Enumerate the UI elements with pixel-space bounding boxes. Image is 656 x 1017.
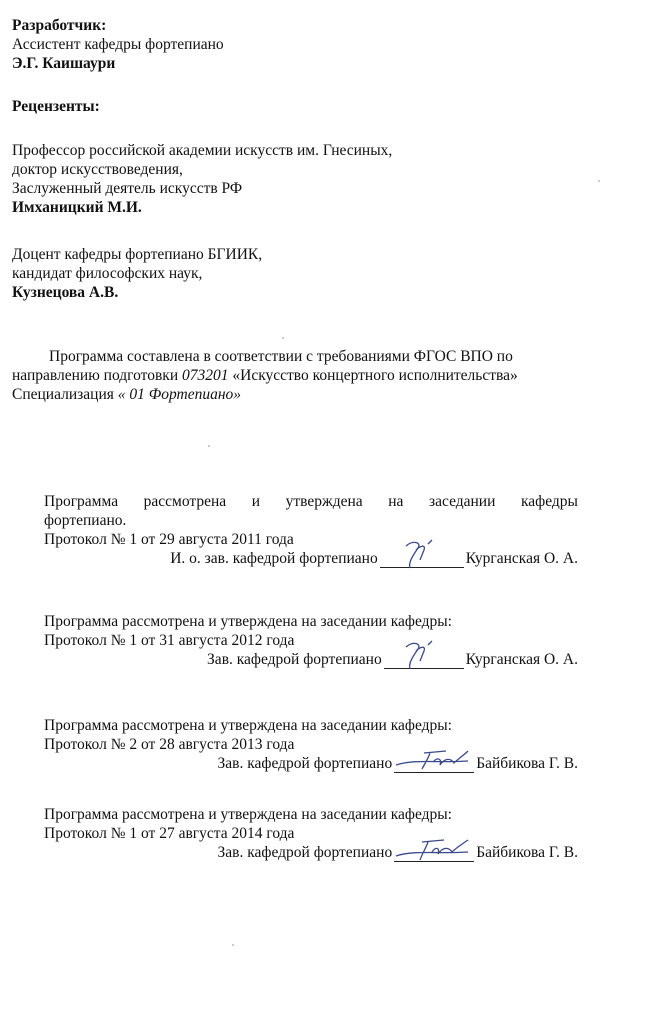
scan-speck <box>598 180 600 182</box>
reviewer-1-line-3: Заслуженный деятель искусств РФ <box>12 180 243 197</box>
approval-1-word: на <box>388 493 404 510</box>
approval-1-role: И. о. зав. кафедрой фортепиано <box>170 550 378 567</box>
approval-1-protocol: Протокол № 1 от 29 августа 2011 года <box>44 531 294 548</box>
approval-1-word: Программа <box>44 493 119 510</box>
developer-name: Э.Г. Каишаури <box>12 55 116 72</box>
approval-block-1 <box>44 492 578 568</box>
approval-1-word: и <box>251 493 261 510</box>
program-line-3 <box>12 385 518 404</box>
approval-3-protocol: Протокол № 2 от 28 августа 2013 года <box>44 736 295 753</box>
reviewer-2-line-2: кандидат философских наук, <box>12 265 203 282</box>
approval-1-word: рассмотрена <box>143 493 227 510</box>
reviewer-2-block <box>12 245 262 302</box>
approval-4-protocol: Протокол № 1 от 27 августа 2014 года <box>44 825 295 842</box>
reviewer-2-name: Кузнецова А.В. <box>12 284 119 301</box>
signature-kurganskaya <box>380 549 464 568</box>
program-direction-title: «Искусство концертного исполнительства» <box>228 367 518 384</box>
approval-1-word: кафедры <box>520 493 578 510</box>
approval-4-signature-line <box>44 843 578 862</box>
reviewer-1-name: Имханицкий М.И. <box>12 199 142 216</box>
approval-3-signature-line <box>44 754 578 773</box>
approval-1-signature-line <box>44 549 578 568</box>
approval-3-person: Байбикова Г. В. <box>476 755 578 772</box>
signature-baibikova <box>394 754 474 773</box>
approval-1-person: Курганская О. А. <box>465 550 578 567</box>
developer-block <box>12 16 224 73</box>
approval-block-3 <box>44 716 578 773</box>
scan-speck <box>282 337 284 339</box>
program-statement <box>12 347 518 404</box>
approval-4-role: Зав. кафедрой фортепиано <box>217 844 393 861</box>
signature-baibikova <box>394 843 474 862</box>
approval-2-person: Курганская О. А. <box>465 651 578 668</box>
approval-4-line-1: Программа рассмотрена и утверждена на заседании кафедры: <box>44 806 452 823</box>
reviewer-1-block <box>12 141 392 217</box>
approval-2-signature-line <box>44 650 578 669</box>
developer-position: Ассистент кафедры фортепиано <box>12 36 224 53</box>
program-line-2 <box>12 366 518 385</box>
approval-2-role: Зав. кафедрой фортепиано <box>207 651 382 668</box>
approval-2-protocol: Протокол № 1 от 31 августа 2012 года <box>44 632 295 649</box>
approval-2-line-1: Программа рассмотрена и утверждена на заседании кафедры: <box>44 613 452 630</box>
developer-heading: Разработчик: <box>12 17 107 34</box>
approval-3-role: Зав. кафедрой фортепиано <box>217 755 393 772</box>
reviewer-1-line-2: доктор искусствоведения, <box>12 161 183 178</box>
approval-4-person: Байбикова Г. В. <box>476 844 578 861</box>
program-direction-label: направлению подготовки <box>12 367 183 384</box>
specialization-label: Специализация <box>12 386 118 403</box>
approval-block-4 <box>44 805 578 862</box>
approval-1-word: утверждена <box>285 493 363 510</box>
scan-speck <box>208 445 210 447</box>
approval-1-line-2: фортепиано. <box>44 512 127 529</box>
specialization-value: « 01 Фортепиано» <box>117 386 242 403</box>
approval-3-line-1: Программа рассмотрена и утверждена на заседании кафедры: <box>44 717 452 734</box>
program-code: 073201 <box>182 367 229 384</box>
reviewer-2-line-1: Доцент кафедры фортепиано БГИИК, <box>12 246 263 263</box>
program-line-1: Программа составлена в соответствии с требованиями ФГОС ВПО по <box>49 348 513 365</box>
reviewers-heading: Рецензенты: <box>12 98 100 115</box>
signature-kurganskaya <box>384 650 464 669</box>
approval-1-line-1 <box>44 492 578 511</box>
scan-speck <box>232 944 234 946</box>
approval-1-word: заседании <box>429 493 496 510</box>
approval-block-2 <box>44 612 578 669</box>
reviewer-1-line-1: Профессор российской академии искусств им. Гнесиных, <box>12 142 393 159</box>
